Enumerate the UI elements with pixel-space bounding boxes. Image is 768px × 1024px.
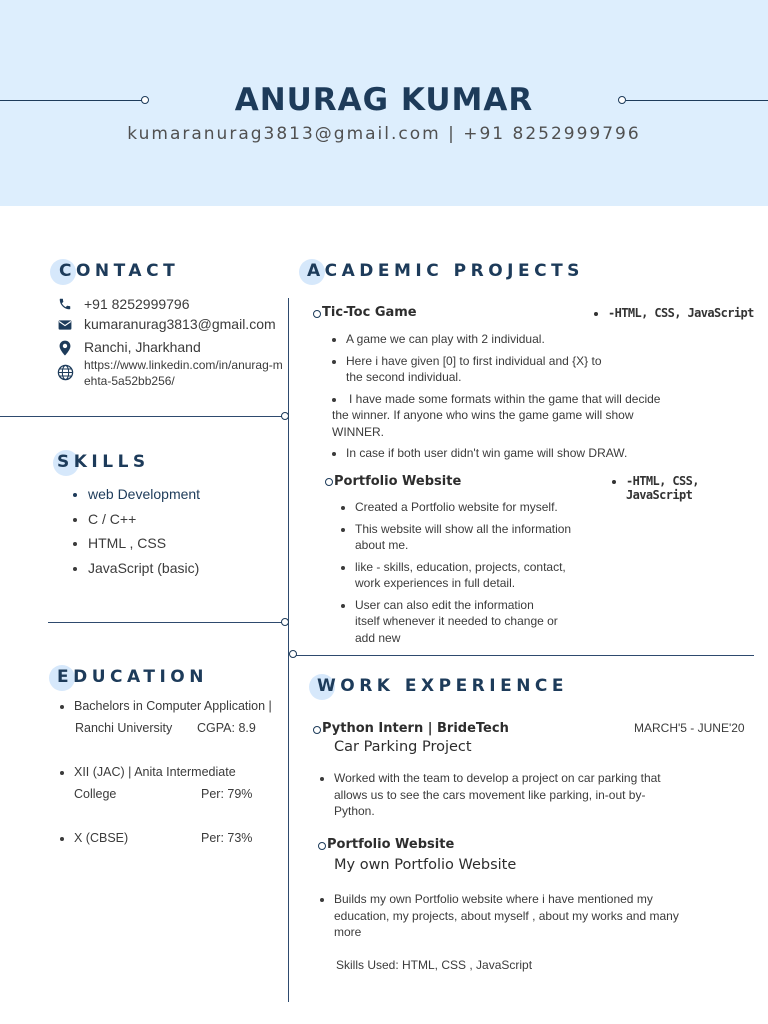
project-bullet: • User can also edit the information itself whenever it needed to change or add new	[355, 597, 560, 647]
work-bullet-dot	[313, 726, 321, 734]
project-bullet: • like - skills, education, projects, contact, work experiences in full detail.	[355, 559, 585, 592]
contact-title: CONTACT	[59, 261, 180, 281]
education-degree: • XII (JAC) | Anita Intermediate	[74, 761, 288, 783]
education-degree: • X (CBSE)	[74, 827, 288, 849]
work-bullet: • Worked with the team to develop a project on car parking that allows us to see the cars movement like parking, in-out by- Python.	[334, 770, 680, 820]
education-entry	[56, 695, 288, 717]
project-tech-label: • -HTML, CSS, JavaScript	[608, 306, 754, 320]
work-bullet-dot	[318, 842, 326, 850]
skill-item: • HTML , CSS	[88, 531, 200, 556]
project-bullet-dot	[325, 478, 333, 486]
work-bullets	[320, 770, 680, 825]
projects-divider-dot	[289, 650, 297, 658]
project-bullet-dot	[313, 310, 321, 318]
work-bullet: • Builds my own Portfolio website where i have mentioned my education, my projects, about myself , about my works and many more	[334, 891, 692, 941]
project-title: Tic-Toc Game	[322, 305, 417, 320]
skills-divider-dot	[281, 618, 289, 626]
work-role: Portfolio Website	[327, 837, 455, 852]
education-score: Per: 79%	[201, 787, 253, 801]
contact-linkedin-link[interactable]: https://www.linkedin.com/in/anurag-mehta-5a52bb256/	[84, 358, 283, 388]
contact-location: Ranchi, Jharkhand	[84, 339, 201, 355]
projects-title: ACADEMIC PROJECTS	[307, 261, 584, 281]
skills-list	[70, 482, 200, 580]
column-divider	[288, 298, 289, 1002]
contact-divider	[0, 416, 286, 417]
skill-item: • JavaScript (basic)	[88, 556, 200, 581]
mail-icon	[57, 319, 73, 334]
education-title: EDUCATION	[57, 667, 208, 687]
education-school: College	[74, 787, 117, 801]
education-entry	[56, 761, 288, 783]
project-bullet: • A game we can play with 2 individual.	[346, 331, 672, 348]
work-title: WORK EXPERIENCE	[317, 676, 569, 696]
education-degree: • Bachelors in Computer Application |	[74, 695, 288, 717]
work-bullets	[320, 891, 692, 946]
skills-title: SKILLS	[57, 452, 150, 472]
project-title: Portfolio Website	[334, 474, 462, 489]
project-tech	[594, 306, 754, 320]
phone-icon	[57, 297, 73, 314]
education-score: Per: 73%	[201, 831, 253, 845]
work-subtitle: Car Parking Project	[334, 739, 472, 755]
project-bullet: • This website will show all the information about me.	[355, 521, 596, 554]
project-bullets	[341, 499, 596, 651]
candidate-name: ANURAG KUMAR	[234, 82, 534, 118]
education-score: CGPA: 8.9	[197, 721, 256, 735]
project-tech	[612, 474, 768, 502]
project-bullet: • Created a Portfolio website for myself.	[355, 499, 596, 516]
work-role: Python Intern | BrideTech	[322, 721, 509, 736]
header-contact-line: kumaranurag3813@gmail.com | +91 8252999796	[127, 124, 641, 144]
skill-item: • C / C++	[88, 507, 200, 532]
project-bullet: • In case if both user didn't win game will show DRAW.	[346, 445, 672, 462]
skills-divider	[48, 622, 286, 623]
work-skills-used: Skills Used: HTML, CSS , JavaScript	[336, 958, 533, 972]
contact-phone: +91 8252999796	[84, 296, 190, 312]
work-subtitle: My own Portfolio Website	[334, 857, 517, 873]
contact-divider-dot	[281, 412, 289, 420]
location-pin-icon	[57, 340, 73, 359]
project-bullet: • Here i have given [0] to first individual and {X} to the second individual.	[346, 353, 608, 386]
projects-divider	[296, 655, 754, 656]
contact-email: kumaranurag3813@gmail.com	[84, 316, 276, 332]
project-bullets	[332, 331, 672, 467]
globe-icon	[57, 364, 73, 384]
work-date: MARCH'5 - JUNE'20	[634, 721, 745, 735]
education-entry	[56, 827, 288, 849]
project-tech-label: • -HTML, CSS, JavaScript	[626, 474, 768, 502]
skill-item: • web Development	[88, 482, 200, 507]
project-bullet: • I have made some formats within the game that will decide the winner. If anyone who wins the game game will show WINNER.	[332, 391, 672, 441]
education-school: Ranchi University	[75, 721, 173, 735]
